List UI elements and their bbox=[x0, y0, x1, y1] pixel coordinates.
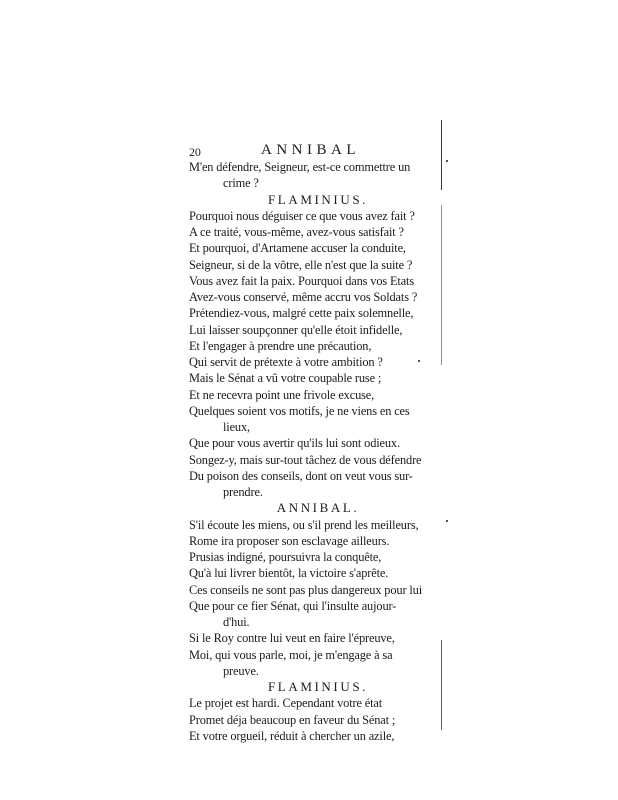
verse-line: Ces conseils ne sont pas plus dangereux pour lui bbox=[189, 582, 423, 597]
verse-line: Mais le Sénat a vû votre coupable ruse ; bbox=[189, 371, 382, 386]
speaker-name: ANNIBAL. bbox=[276, 500, 360, 516]
verse-line: Et ne recevra point une frivole excuse, bbox=[189, 387, 375, 402]
verse-line: Que pour ce fier Sénat, qui l'insulte aujour- bbox=[189, 598, 397, 613]
verse-line: Pourquoi nous déguiser ce que vous avez fait ? bbox=[189, 208, 415, 223]
verse-line: A ce traité, vous-même, avez-vous satisfait ? bbox=[189, 225, 404, 239]
verse-line: Rome ira proposer son esclavage ailleurs. bbox=[189, 533, 390, 548]
verse-line: Promet déja beaucoup en faveur du Sénat ; bbox=[189, 712, 396, 727]
speaker-name: FLAMINIUS. bbox=[267, 679, 369, 694]
verse-line: Et votre orgueil, réduit à chercher un azile, bbox=[189, 728, 395, 743]
verse-continuation: lieux, bbox=[223, 420, 250, 434]
verse-continuation: preuve. bbox=[223, 663, 259, 678]
verse-line: Du poison des conseils, dont on veut vous sur- bbox=[189, 468, 413, 483]
verse-line: Prétendiez-vous, malgré cette paix solemnelle, bbox=[189, 306, 414, 321]
verse-line: Seigneur, si de la vôtre, elle n'est que la suite ? bbox=[189, 257, 413, 272]
verse-line: Le projet est hardi. Cependant votre état bbox=[189, 696, 383, 711]
running-title: ANNIBAL bbox=[261, 142, 360, 158]
verse-line: Et pourquoi, d'Artamene accuser la conduite, bbox=[189, 241, 406, 256]
verse-line: Songez-y, mais sur-tout tâchez de vous défendre bbox=[189, 452, 422, 467]
speaker-name: FLAMINIUS. bbox=[267, 191, 369, 207]
page-header bbox=[189, 142, 447, 159]
verse-line: Avez-vous conservé, même accru vos Soldats ? bbox=[189, 290, 418, 304]
verse-line: Et l'engager à prendre une précaution, bbox=[189, 338, 372, 353]
verse-line: Que pour vous avertir qu'ils lui sont odieux. bbox=[189, 436, 400, 451]
verse-lines bbox=[189, 159, 447, 744]
verse-line: S'il écoute les miens, ou s'il prend les meilleurs, bbox=[189, 517, 419, 532]
verse-line: Moi, qui vous parle, moi, je m'engage à sa bbox=[189, 647, 393, 662]
verse-line: Lui laisser soupçonner qu'elle étoit infidelle, bbox=[189, 322, 403, 337]
text-block bbox=[189, 142, 447, 744]
verse-continuation: crime ? bbox=[223, 176, 259, 191]
verse-line: Si le Roy contre lui veut en faire l'épreuve, bbox=[189, 631, 395, 646]
verse-line: Prusias indigné, poursuivra la conquête, bbox=[189, 550, 382, 564]
page-number: 20 bbox=[189, 145, 201, 159]
verse-line: Qu'à lui livrer bientôt, la victoire s'aprête. bbox=[189, 566, 389, 581]
verse-continuation: prendre. bbox=[223, 485, 263, 499]
verse-line: Vous avez fait la paix. Pourquoi dans vos Etats bbox=[189, 273, 415, 288]
verse-line: Quelques soient vos motifs, je ne viens en ces bbox=[189, 403, 410, 418]
verse-line: Qui servit de prétexte à votre ambition ? bbox=[189, 355, 383, 369]
verse-continuation: d'hui. bbox=[223, 615, 250, 629]
verse-line: M'en défendre, Seigneur, est-ce commettre un bbox=[189, 160, 411, 174]
